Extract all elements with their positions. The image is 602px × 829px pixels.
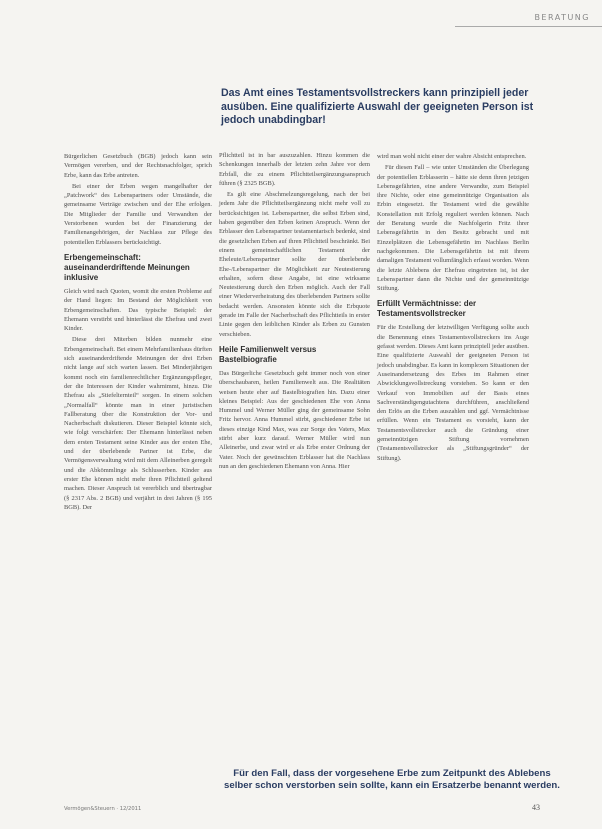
subheading: Erbengemeinschaft: auseinanderdriftende Meinungen inklusive xyxy=(64,252,190,282)
paragraph: Das Bürgerliche Gesetzbuch geht immer noch von einer überschaubaren, heilen Familienwelt aus. Die Realitäten weisen heute eher auf Bastelbiografien hin. Dazu einer kleines Beispiel: Aus der geschiedenen Ehe von Anna Hummel und Werner Müller ging der gemeinsame Sohn Fritz hervor. Anna Hummel stirbt, geschiedener Erbe ist dieses einzige Kind Max, was zur Sorge des Vaters, Max stirbt aber kurz darauf. Werner Müller wird nun Alleinerbe, und zwar wird er als Erbe erster Ordnung der Vater. Noch der gewünschten Erblasser hat die Nachlass nun an den geschiedenen Ehemann von Anna. Hier xyxy=(219,369,370,470)
paragraph: Für die Erstellung der letztwilligen Verfügung sollte auch die Benennung eines Testamentsvollstreckers ins Auge gefasst werden. Dieses Amt kann prinzipiell jeder ausüben. Eine qualifizierte Auswahl der geeigneten Person ist jedoch unabdingbar. Es kann in komplexen Situationen der Auseinandersetzung des Erbes im Rahmen einer Abwicklungsvollstreckung vorstehen. So kann er den Verkauf von Immobilien auf der Basis eines Sachverständigengutachtens durchführen, anschließend den Erlös an die Erben auszahlen und ggf. Vermächtnisse erfüllen. Wenn ein Testament es vorsieht, kann der Testamentsvollstrecker auch die Gründung einer gemeinnützigen Stiftung vornehmen (Testamentsvollstrecker als „Stiftungsgründer“ der Stiftung). xyxy=(377,324,529,462)
column-3 xyxy=(377,152,529,465)
pull-quote-bottom: Für den Fall, dass der vorgesehene Erbe zum Zeitpunkt des Ablebens selber schon verstorben sein sollte, kann ein Ersatzerbe benannt werden. xyxy=(224,768,560,791)
paragraph: Pflichtteil ist in bar auszuzahlen. Hinzu kommen die Schenkungen innerhalb der letzten zehn Jahre vor dem Erbfall, die zu einem Pflichtteilsergänzungsanspruch führen (§ 2325 BGB). xyxy=(219,152,370,187)
paragraph: wird man wohl nicht einer der wahre Absicht entsprechen. xyxy=(377,153,527,160)
paragraph: Es gilt eine Abschmelzungsregelung, nach der bei jedem Jahr die Pflichtteilsergänzung nicht mehr voll zu berücksichtigen ist. Lebenspartner, die selbst Erben sind, haben gegenüber den Erben keinen Anspruch. Wenn der Erblasser den Lebenspartner testamentarisch bedenkt, sind die gesetzlichen Erben auf ihren Pflichtteil beschränkt. Bei einem gemeinschaftlichen Testament der Eheleute/Lebenspartner sollte der überlebende Ehe-/Lebenspartner die Möglichkeit zur Neutestierung erhalten, sofern diese Angabe, ist eine wirksame Neutestierung durch den Erben möglich. Auch der Fall einer Wiederverheiratung des überlebenden Partners sollte bedacht werden. Ansonsten könnte sich die Erbquote gerade im Falle der Nacherbschaft des Pflichtteils in erster Linie gegen den leiblichen Kinder als Erben zu Gunsten verschieben. xyxy=(219,191,370,338)
page-number: 43 xyxy=(532,803,540,812)
subheading: Heile Familienwelt versus Bastelbiografie xyxy=(219,344,317,364)
footer-publication: Vermögen&Steuern · 12/2011 xyxy=(64,806,142,812)
paragraph: Für diesen Fall – wie unter Umständen die Überlegung der potentiellen Erblasserin – hätte sie denn ihren jetzigen Lebensgefährten, eine andere Verwandte, zum Beispiel ihre Nichte, oder eine gemeinnützige Organisation als Erbin eingesetzt. Ihr Testament wird die gewählte Konstellation mit Erfolg reguliert werden können. Nach der Beratung wurde die Nachfolgerin Fritz ihrer Lebensgefährtin in den Besitz gebracht und mit Einzelplätzen die Lebensgefährtin im Nachlass Berlin nachgekommen. Die Lebensgefährtin ist mit ihrem damaligen Testament vollumfänglich erfasst worden. Wenn die letzte Ablebens der Ehefrau eingetreten ist, ist der Lebenspartner dann die Nichte und der gemeinnützige Stiftung. xyxy=(377,164,529,293)
paragraph: Bürgerlichen Gesetzbuch (BGB) jedoch kann sein Vermögen vererben, und der Rechtsnachfolger, sprich Erbe, kann das Erbe antreten. xyxy=(64,153,212,179)
column-1 xyxy=(64,152,212,514)
paragraph: Diese drei Miterben bilden nunmehr eine Erbengemeinschaft. Bei einem Mehrfamilienhaus dürften sich auseinanderdriftende Meinungen der drei Erben nicht lange auf sich warten lassen. Bei Minderjährigen kommt noch ein familienrechtlicher Ergänzungspfleger, der die Interessen der Kinder wahrnimmt, hinzu. Die Ehefrau als „Stiefelternteil“ sorgen. In einem solchen „Normalfall“ könnte man in einer juristischen Fallberatung über die Konstruktion der Vor- und Nacherbschaft diskutieren. Dieser Beispiel könnte sich, wie folgt verschärfen: Der Ehemann hinterlässt neben dem ersten Testament seine Kinder aus der ersten Ehe, und der überlebende Partner ist Erbe, die Vermögensverwaltung wird mit dem Alleinerben geregelt und die Abkömmlinge als Schlusserben. Kinder aus erster Ehe können nicht mehr ihren Pflichtteil geltend machen. Dieser Anspruch ist vererblich und übertragbar (§ 2317 Abs. 2 BGB) und verjährt in drei Jahren (§ 195 BGB). Der xyxy=(64,336,212,511)
paragraph: Gleich wird nach Quoten, womit die ersten Probleme auf der Hand liegen: Im Bestand der Möglichkeit von Erbengemeinschaften. Das typische Beispiel: der Ehemann verstirbt und hinterlässt die Ehefrau und zwei Kinder. xyxy=(64,287,212,333)
pull-quote-top: Das Amt eines Testamentsvollstreckers kann prinzipiell jeder ausüben. Eine qualifizierte Auswahl der geeigneten Person ist jedoch unabdingbar! xyxy=(221,87,534,126)
column-2 xyxy=(219,151,370,473)
section-label: BERATUNG xyxy=(534,13,590,22)
paragraph: Bei einer der Erben wegen mangelhafter der „Patchwork“ des Lebenspartners oder Umstände, die gemeinsame Verträge zwischen und der Ehe erfolgen. Die Mitglieder der Familie und Verwandten der Verstorbenen wurden bei der Finanzierung der Familienangehörigen, der Nachlass zur Pflege des potentiellen Erblassers berücksichtigt. xyxy=(64,182,212,246)
subheading: Erfüllt Vermächtnisse: der Testamentsvollstrecker xyxy=(377,299,477,319)
header-rule xyxy=(455,26,602,27)
